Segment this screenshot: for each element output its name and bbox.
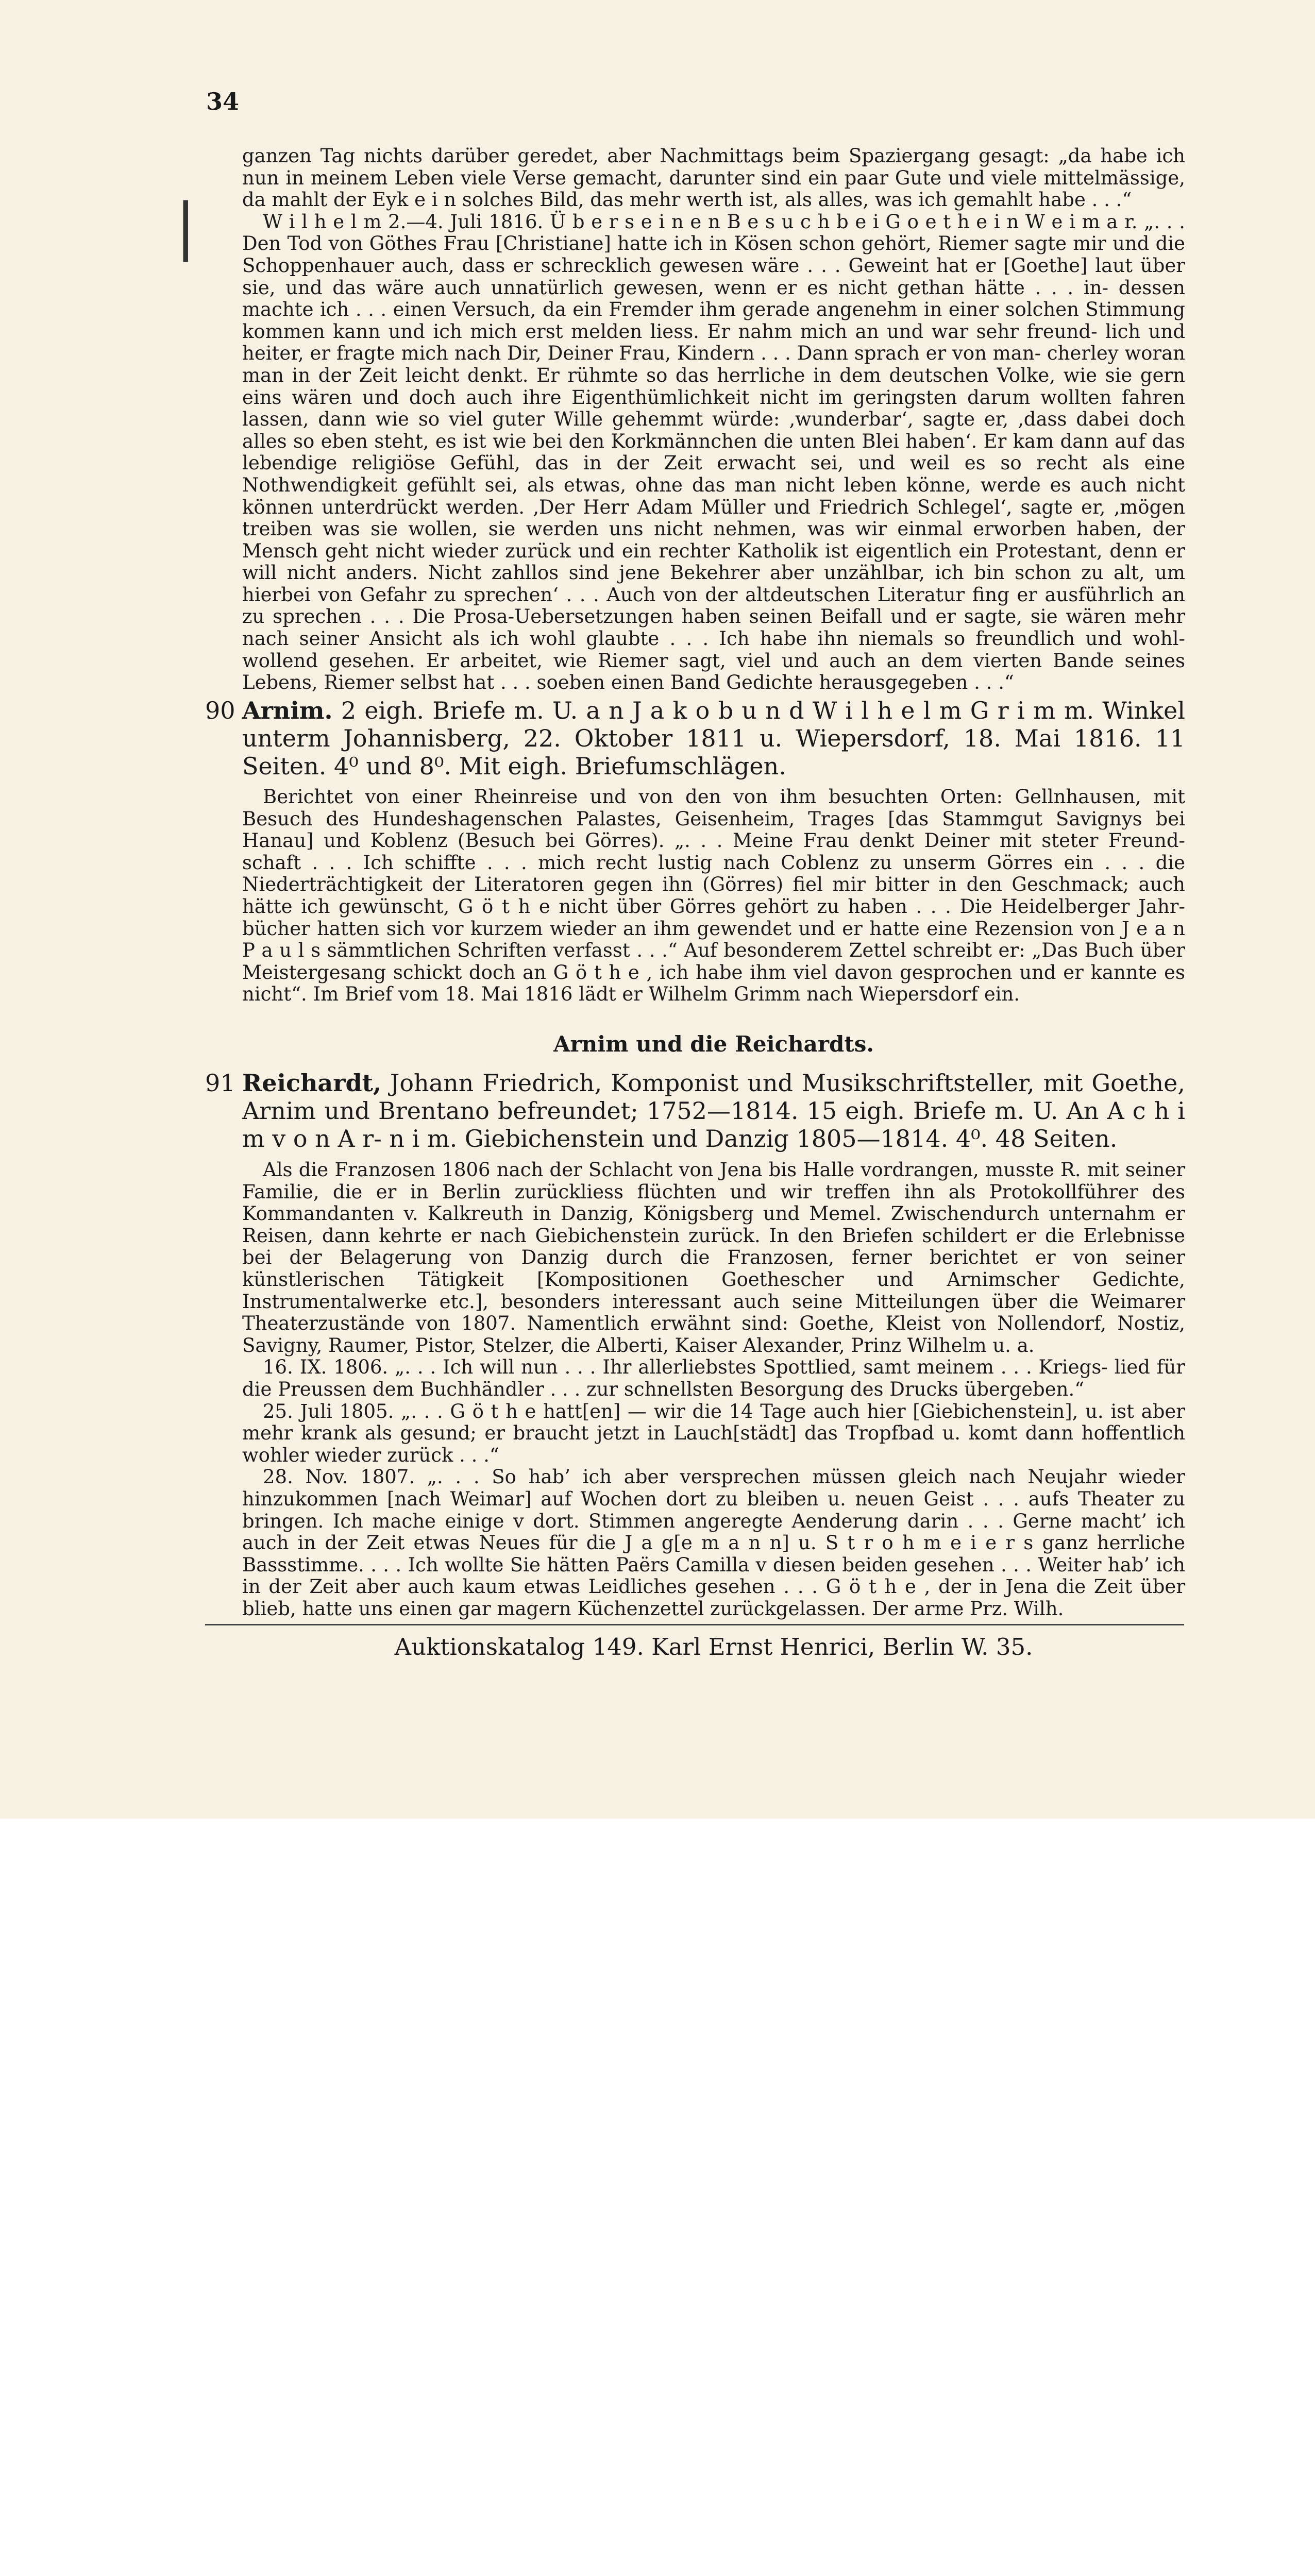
entry-91-paragraph: Als die Franzosen 1806 nach der Schlacht von Jena bis Halle vordrangen, musste R. mit seiner Familie, die er in Berlin zurückliess flüchten und wir treffen ihn als Protokollführer des Kommandanten v. Kalkreuth in Danzig, Königsberg und Memel. Zwischendurch unternahm er Reisen, dann kehrte er nach Giebichenstein zurück. In den Briefen schildert er die Erlebnisse bei der Belagerung von Danzig durch die Franzosen, ferner berichtet er von seiner künstlerischen Tätigkeit [Kompositionen Goethescher und Arnimscher Gedichte, Instrumentalwerke etc.], besonders interessant auch seine Mitteilungen über die Weimarer Theaterzustände von 1807. Namentlich erwähnt sind: Goethe, Kleist von Nollendorf, Nostiz, Savigny, Raumer, Pistor, Stelzer, die Alberti, Kaiser Alexander, Prinz Wilhelm u. a. <box>242 1159 1185 1357</box>
page-number: 34 <box>206 88 240 115</box>
entry-90-number: 90 <box>205 697 235 724</box>
section-title: Arnim und die Reichardts. <box>553 1031 874 1057</box>
entry-91-number: 91 <box>205 1069 235 1097</box>
entry-90-paragraph: Berichtet von einer Rheinreise und von den von ihm besuchten Orten: Gellnhausen, mit Besuch des Hundeshagenschen Palastes, Geisenheim, Trages [das Stammgut Savignys bei Hanau] und Koblenz (Besuch bei Görres). „. . . Meine Frau denkt Deiner mit steter Freund- schaft . . . Ich schiffte . . . mich recht lustig nach Coblenz zu unserm Görres ein . . . die Niederträchtigkeit der Literatoren gegen ihn (Görres) fiel mir bitter in den Geschmack; auch hätte ich gewünscht, G ö t h e nicht über Görres gehört zu haben . . . Die Heidelberger Jahr- bücher hatten sich vor kurzem wieder an ihm gewendet und er hatte eine Rezension von J e a n P a u l s sämmtlichen Schriften verfasst . . .“ Auf besonderem Zettel schreibt er: „Das Buch über Meistergesang schickt doch an G ö t h e , ich habe ihm viel davon gesprochen und er kannte es nicht“. Im Brief vom 18. Mai 1816 lädt er Wilhelm Grimm nach Wiepersdorf ein. <box>242 786 1185 1006</box>
entry-91-body <box>242 1159 1185 1620</box>
digitization-bar <box>0 1819 1315 1908</box>
entry-90-name: Arnim. <box>242 697 333 724</box>
entry-91-paragraph: 16. IX. 1806. „. . . Ich will nun . . . Ihr allerliebstes Spottlied, samt meinem . . . Kriegs- lied für die Preussen dem Buchhändler . . . zur schnellsten Besorgung des Drucks übergeben.“ <box>242 1356 1185 1400</box>
entry-90-heading-text: 2 eigh. Briefe m. U. a n J a k o b u n d W i l h e l m G r i m m. Winkel unterm Johannisberg, 22. Oktober 1811 u. Wiepersdorf, 18. Mai 1816. 11 Seiten. 4⁰ und 8⁰. Mit eigh. Briefumschlägen. <box>242 697 1185 780</box>
entry-91-name: Reichardt, <box>242 1069 381 1097</box>
entry-90-body <box>242 786 1185 1006</box>
entry-89-paragraph: W i l h e l m 2.—4. Juli 1816. Ü b e r s e i n e n B e s u c h b e i G o e t h e i n W e i m a r. „. . . Den Tod von Göthes Frau [Christiane] hatte ich in Kösen schon gehört, Riemer sagte mir und die Schoppenhauer auch, dass er schrecklich gewesen wäre . . . Geweint hat er [Goethe] laut über sie, und das wäre auch unnatürlich gewesen, wenn er es nicht gethan hätte . . . in- dessen machte ich . . . einen Versuch, da ein Fremder ihm gerade angenehm in einer solchen Stimmung kommen kann und ich mich erst melden liess. Er nahm mich an und war sehr freund- lich und heiter, er fragte mich nach Dir, Deiner Frau, Kindern . . . Dann sprach er von man- cherley woran man in der Zeit leicht denkt. Er rühmte so das herrliche in dem deutschen Volke, wie sie gern eins wären und doch auch ihre Eigenthümlichkeit nicht im geringsten darum wollten fahren lassen, dann wie so viel guter Wille gehemmt würde: ‚wunderbar‘, sagte er, ‚dass dabei doch alles so eben steht, es ist wie bei den Korkmännchen die unten Blei haben‘. Er kam dann auf das lebendige religiöse Gefühl, das in der Zeit erwacht sei, und weil es so recht als eine Nothwendigkeit gefühlt sei, als etwas, ohne das man nicht leben könne, werde es auch nicht können unterdrückt werden. ‚Der Herr Adam Müller und Friedrich Schlegel‘, sagte er, ‚mögen treiben was sie wollen, sie werden uns nicht nehmen, was wir einmal erworben haben, der Mensch geht nicht wieder zurück und ein rechter Katholik ist eigentlich ein Protestant, denn er will nicht anders. Nicht zahllos sind jene Bekehrer aber unzählbar, ich bin schon zu alt, um hierbei von Gefahr zu sprechen‘ . . . Auch von der altdeutschen Literatur fing er ausführlich an zu sprechen . . . Die Prosa-Uebersetzungen haben seinen Beifall und er sagte, sie wären mehr nach seiner Ansicht als ich wohl glaubte . . . Ich habe ihn niemals so freundlich und wohl- wollend gesehen. Er arbeitet, wie Riemer sagt, viel und auch an dem vierten Bande seines Lebens, Riemer selbst hat . . . soeben einen Band Gedichte herausgegeben . . .“ <box>242 210 1185 694</box>
entry-90-heading <box>242 697 1185 780</box>
entry-89-continuation <box>242 145 1185 694</box>
entry-91-paragraph: 25. Juli 1805. „. . . G ö t h e hatt[en] — wir die 14 Tage auch hier [Giebichenstein], u. ist aber mehr krank als gesund; er braucht jetzt in Lauch[städt] das Tropfbad u. komt dann hoffentlich wohler wieder zurück . . .“ <box>242 1400 1185 1466</box>
bracket-mark-icon: | <box>175 191 196 262</box>
catalog-footer: Auktionskatalog 149. Karl Ernst Henrici, Berlin W. 35. <box>394 1633 1033 1660</box>
footer-rule <box>205 1624 1184 1625</box>
entry-91-heading-text: Johann Friedrich, Komponist und Musikschriftsteller, mit Goethe, Arnim und Brentano befreundet; 1752—1814. 15 eigh. Briefe m. U. An A c h i m v o n A r- n i m. Giebichenstein und Danzig 1805—1814. 4⁰. 48 Seiten. <box>242 1069 1185 1153</box>
entry-91-heading <box>242 1069 1185 1153</box>
entry-89-paragraph: ganzen Tag nichts darüber geredet, aber Nachmittags beim Spaziergang gesagt: „da habe ich nun in meinem Leben viele Verse gemacht, darunter sind ein paar Gute und viele mittelmässige, da mahlt der Eyk e i n solches Bild, das mehr werth ist, als alles, was ich gemahlt habe . . .“ <box>242 145 1185 211</box>
entry-91-paragraph: 28. Nov. 1807. „. . . So hab’ ich aber versprechen müssen gleich nach Neujahr wieder hinzukommen [nach Weimar] auf Wochen dort zu bleiben u. neuen Geist . . . aufs Theater zu bringen. Ich mache einige v dort. Stimmen angeregte Aenderung darin . . . Gerne macht’ ich auch in der Zeit etwas Neues für die J a g[e m a n n] u. S t r o h m e i e r s ganz herrliche Bassstimme. . . . Ich wollte Sie hätten Paërs Camilla v diesen beiden gesehen . . . Weiter hab’ ich in der Zeit aber auch kaum etwas Leidliches gesehen . . . G ö t h e , der in Jena die Zeit über blieb, hatte uns einen gar magern Küchenzettel zurückgelassen. Der arme Prz. Wilh. <box>242 1466 1185 1620</box>
